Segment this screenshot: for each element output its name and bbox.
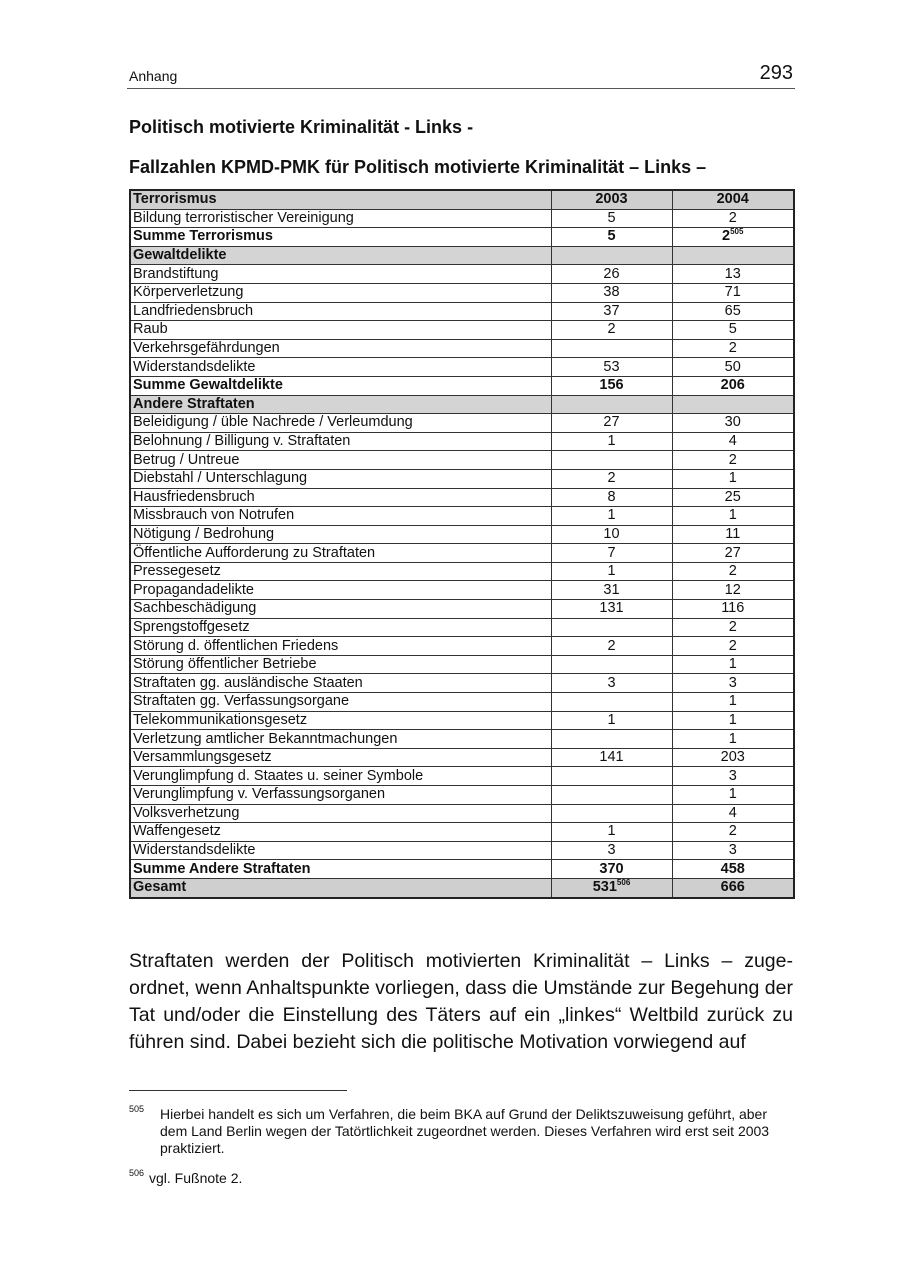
- row-label: Missbrauch von Notrufen: [130, 507, 551, 526]
- row-label: Verunglimpfung v. Verfassungsorganen: [130, 786, 551, 805]
- footnote-reference: 505: [730, 227, 744, 237]
- cell-2003: [551, 823, 672, 842]
- cell-2003: [551, 525, 672, 544]
- cell-value: 10: [603, 525, 620, 542]
- table-row: [130, 730, 794, 749]
- table-row: [130, 302, 794, 321]
- cell-value: 156: [599, 377, 624, 394]
- cell-value: 3: [607, 842, 616, 859]
- body-paragraph: Straftaten werden der Politisch motivierten Kriminalität – Links – zuge-ordnet, wenn Anhaltspunkte vorliegen, dass die Umstände zur Begehung der Tat und/oder die Einstellung des Täters auf ein „linkes“ Weltbild zurück zu führen sind. Dabei bezieht sich die politische Motivation vorwiegend auf: [129, 950, 793, 1053]
- cell-2004: [672, 841, 794, 860]
- row-label: Gesamt: [130, 878, 551, 897]
- section-row: [130, 246, 794, 265]
- footnote-text: vgl. Fußnote 2.: [149, 1170, 243, 1186]
- cell-value: 370: [599, 860, 624, 877]
- row-label: Körperverletzung: [130, 283, 551, 302]
- table-row: [130, 767, 794, 786]
- cell-value: 1: [728, 470, 737, 487]
- row-label: Raub: [130, 321, 551, 340]
- row-label: Straftaten gg. Verfassungsorgane: [130, 693, 551, 712]
- cell-2004: [672, 414, 794, 433]
- cell-2004: [672, 786, 794, 805]
- row-label: Verunglimpfung d. Staates u. seiner Symbole: [130, 767, 551, 786]
- cell-value: 2: [607, 637, 616, 654]
- cell-value: 1: [728, 693, 737, 710]
- table-row: [130, 209, 794, 228]
- row-label: Verkehrsgefährdungen: [130, 339, 551, 358]
- cell-value: 1: [607, 433, 616, 450]
- cell-2003: [551, 432, 672, 451]
- cell-value: 38: [603, 284, 620, 301]
- row-label: Verletzung amtlicher Bekanntmachungen: [130, 730, 551, 749]
- cell-2003: [551, 693, 672, 712]
- cell-2004: [672, 283, 794, 302]
- table-row: [130, 711, 794, 730]
- cell-2003: [551, 581, 672, 600]
- row-label: Summe Andere Straftaten: [130, 860, 551, 879]
- cell-2003: [551, 451, 672, 470]
- column-header-category: Terrorismus: [130, 190, 551, 209]
- cell-value: 2: [607, 321, 616, 338]
- cell-2003: [551, 358, 672, 377]
- cell-2003: [551, 395, 672, 414]
- cell-value: 3: [607, 674, 616, 691]
- row-label: Versammlungsgesetz: [130, 748, 551, 767]
- cell-value: 65: [724, 302, 741, 319]
- cell-2004: [672, 730, 794, 749]
- row-label: Nötigung / Bedrohung: [130, 525, 551, 544]
- cell-value: 2: [722, 228, 731, 245]
- table-header-row: [130, 190, 794, 209]
- row-label: Widerstandsdelikte: [130, 358, 551, 377]
- cell-2004: [672, 823, 794, 842]
- table-row: [130, 804, 794, 823]
- cell-2003: [551, 730, 672, 749]
- footnote-mark: 505: [129, 1104, 145, 1114]
- cell-2004: [672, 711, 794, 730]
- cell-value: 2: [728, 618, 737, 635]
- cell-value: 12: [724, 581, 741, 598]
- section-title: Anhang: [129, 68, 178, 84]
- sum-row: [130, 376, 794, 395]
- cell-value: 71: [724, 284, 741, 301]
- row-label: Diebstahl / Unterschlagung: [130, 469, 551, 488]
- table-row: [130, 841, 794, 860]
- table-row: [130, 786, 794, 805]
- cell-value: 11: [725, 525, 741, 542]
- cell-2003: [551, 283, 672, 302]
- cell-value: 206: [720, 377, 745, 394]
- cell-2004: [672, 655, 794, 674]
- table-row: [130, 451, 794, 470]
- cell-2004: [672, 767, 794, 786]
- page-number: 293: [759, 62, 793, 84]
- cell-value: 131: [599, 600, 624, 617]
- cell-value: 37: [603, 302, 620, 319]
- cell-2003: [551, 507, 672, 526]
- cell-2004: [672, 878, 794, 897]
- row-label: Betrug / Untreue: [130, 451, 551, 470]
- cell-value: 1: [728, 507, 737, 524]
- cell-value: 30: [724, 414, 741, 431]
- cell-value: 26: [603, 265, 620, 282]
- cell-value: 666: [720, 879, 745, 896]
- cell-2003: [551, 841, 672, 860]
- table-row: [130, 507, 794, 526]
- cell-2004: [672, 600, 794, 619]
- footnote-mark: 506: [129, 1168, 145, 1178]
- cell-value: 3: [728, 674, 737, 691]
- table-row: [130, 655, 794, 674]
- cell-value: 2: [728, 209, 737, 226]
- cell-2003: [551, 228, 672, 247]
- cell-2004: [672, 637, 794, 656]
- cell-2003: [551, 562, 672, 581]
- cell-value: 1: [607, 711, 616, 728]
- cell-2003: [551, 302, 672, 321]
- cell-2003: [551, 339, 672, 358]
- cell-value: 53: [603, 358, 620, 375]
- row-label: Belohnung / Billigung v. Straftaten: [130, 432, 551, 451]
- cell-2004: [672, 618, 794, 637]
- cell-2003: [551, 544, 672, 563]
- cell-2003: [551, 488, 672, 507]
- cell-value: 458: [720, 860, 745, 877]
- table-row: [130, 600, 794, 619]
- cell-value: 27: [603, 414, 620, 431]
- footnote-reference: 506: [616, 878, 631, 888]
- cell-2004: [672, 544, 794, 563]
- table-row: [130, 693, 794, 712]
- cell-value: 31: [603, 581, 620, 598]
- table-row: [130, 321, 794, 340]
- cell-2004: [672, 804, 794, 823]
- cell-2003: [551, 376, 672, 395]
- table-row: [130, 544, 794, 563]
- cell-value: 2: [728, 340, 737, 357]
- row-label: Waffengesetz: [130, 823, 551, 842]
- cell-value: 5: [607, 228, 616, 245]
- row-label: Gewaltdelikte: [130, 246, 551, 265]
- cell-value: 8: [607, 488, 616, 505]
- table-row: [130, 339, 794, 358]
- cell-value: 27: [724, 544, 741, 561]
- row-label: Telekommunikationsgesetz: [130, 711, 551, 730]
- cell-value: 531: [592, 879, 617, 896]
- cell-value: 5: [607, 209, 616, 226]
- statistics-table: [129, 189, 795, 899]
- cell-value: 1: [728, 730, 737, 747]
- column-header-2004: 2004: [672, 190, 794, 209]
- footnote-506: [129, 1170, 242, 1187]
- row-label: Volksverhetzung: [130, 804, 551, 823]
- cell-2004: [672, 246, 794, 265]
- row-label: Landfriedensbruch: [130, 302, 551, 321]
- heading-table-title: Fallzahlen KPMD-PMK für Politisch motivierte Kriminalität – Links –: [129, 157, 707, 177]
- cell-value: 141: [599, 749, 624, 766]
- row-label: Störung öffentlicher Betriebe: [130, 655, 551, 674]
- cell-2003: [551, 878, 672, 897]
- total-row: [130, 878, 794, 897]
- cell-value: 3: [728, 767, 737, 784]
- row-label: Öffentliche Aufforderung zu Straftaten: [130, 544, 551, 563]
- cell-2003: [551, 804, 672, 823]
- cell-2003: [551, 246, 672, 265]
- column-header-2003: 2003: [551, 190, 672, 209]
- cell-2004: [672, 748, 794, 767]
- cell-2004: [672, 562, 794, 581]
- table-row: [130, 562, 794, 581]
- cell-value: 203: [720, 749, 745, 766]
- cell-value: 2: [607, 470, 616, 487]
- table-row: [130, 432, 794, 451]
- cell-value: 1: [728, 786, 737, 803]
- cell-value: 4: [728, 433, 737, 450]
- cell-value: 116: [721, 600, 745, 617]
- cell-2004: [672, 339, 794, 358]
- table-row: [130, 469, 794, 488]
- cell-2004: [672, 321, 794, 340]
- cell-value: 1: [607, 563, 616, 580]
- cell-2003: [551, 748, 672, 767]
- table-row: [130, 618, 794, 637]
- cell-2003: [551, 209, 672, 228]
- cell-2004: [672, 395, 794, 414]
- table-row: [130, 358, 794, 377]
- row-label: Andere Straftaten: [130, 395, 551, 414]
- row-label: Pressegesetz: [130, 562, 551, 581]
- row-label: Widerstandsdelikte: [130, 841, 551, 860]
- cell-2003: [551, 321, 672, 340]
- table-row: [130, 488, 794, 507]
- cell-2004: [672, 860, 794, 879]
- cell-2004: [672, 525, 794, 544]
- cell-value: 25: [724, 488, 741, 505]
- cell-2003: [551, 637, 672, 656]
- cell-2004: [672, 451, 794, 470]
- footnote-505: [129, 1106, 793, 1157]
- sum-row: [130, 860, 794, 879]
- page-header: [127, 62, 795, 89]
- cell-2004: [672, 302, 794, 321]
- footnote-text: Hierbei handelt es sich um Verfahren, die beim BKA auf Grund der Deliktszuweisung geführt, aber dem Land Berlin wegen der Tatörtlichkeit zugeordnet werden. Dieses Verfahren wird erst seit 2003 praktiziert.: [160, 1106, 770, 1156]
- row-label: Summe Gewaltdelikte: [130, 376, 551, 395]
- sum-row: [130, 228, 794, 247]
- cell-2004: [672, 674, 794, 693]
- cell-value: 2: [728, 637, 737, 654]
- cell-value: 1: [607, 823, 616, 840]
- cell-2003: [551, 469, 672, 488]
- cell-2004: [672, 376, 794, 395]
- cell-value: 2: [728, 451, 737, 468]
- cell-2003: [551, 860, 672, 879]
- footnote-divider: [129, 1090, 347, 1091]
- table-row: [130, 414, 794, 433]
- cell-value: 1: [607, 507, 616, 524]
- row-label: Brandstiftung: [130, 265, 551, 284]
- table-row: [130, 283, 794, 302]
- cell-2003: [551, 655, 672, 674]
- cell-2004: [672, 581, 794, 600]
- cell-2003: [551, 711, 672, 730]
- table-row: [130, 581, 794, 600]
- cell-2003: [551, 414, 672, 433]
- cell-2003: [551, 265, 672, 284]
- cell-2003: [551, 767, 672, 786]
- cell-value: 3: [728, 842, 737, 859]
- cell-value: 4: [728, 804, 737, 821]
- cell-2004: [672, 265, 794, 284]
- cell-value: 1: [728, 711, 737, 728]
- row-label: Sachbeschädigung: [130, 600, 551, 619]
- cell-value: 5: [728, 321, 737, 338]
- table-row: [130, 265, 794, 284]
- cell-2003: [551, 674, 672, 693]
- row-label: Sprengstoffgesetz: [130, 618, 551, 637]
- cell-2003: [551, 618, 672, 637]
- section-row: [130, 395, 794, 414]
- cell-2004: [672, 693, 794, 712]
- cell-2003: [551, 786, 672, 805]
- cell-value: 1: [728, 656, 737, 673]
- row-label: Summe Terrorismus: [130, 228, 551, 247]
- table-row: [130, 525, 794, 544]
- table-row: [130, 674, 794, 693]
- row-label: Beleidigung / üble Nachrede / Verleumdung: [130, 414, 551, 433]
- heading-primary: Politisch motivierte Kriminalität - Links -: [129, 117, 474, 137]
- row-label: Bildung terroristischer Vereinigung: [130, 209, 551, 228]
- row-label: Störung d. öffentlichen Friedens: [130, 637, 551, 656]
- row-label: Straftaten gg. ausländische Staaten: [130, 674, 551, 693]
- cell-value: 2: [728, 563, 737, 580]
- cell-2004: [672, 469, 794, 488]
- cell-2004: [672, 507, 794, 526]
- cell-2003: [551, 600, 672, 619]
- cell-value: 50: [724, 358, 741, 375]
- table-row: [130, 637, 794, 656]
- row-label: Hausfriedensbruch: [130, 488, 551, 507]
- cell-value: 13: [724, 265, 741, 282]
- cell-2004: [672, 228, 794, 247]
- cell-2004: [672, 209, 794, 228]
- cell-2004: [672, 358, 794, 377]
- table-row: [130, 823, 794, 842]
- cell-value: 7: [607, 544, 616, 561]
- cell-2004: [672, 432, 794, 451]
- row-label: Propagandadelikte: [130, 581, 551, 600]
- cell-2004: [672, 488, 794, 507]
- table-row: [130, 748, 794, 767]
- cell-value: 2: [728, 823, 737, 840]
